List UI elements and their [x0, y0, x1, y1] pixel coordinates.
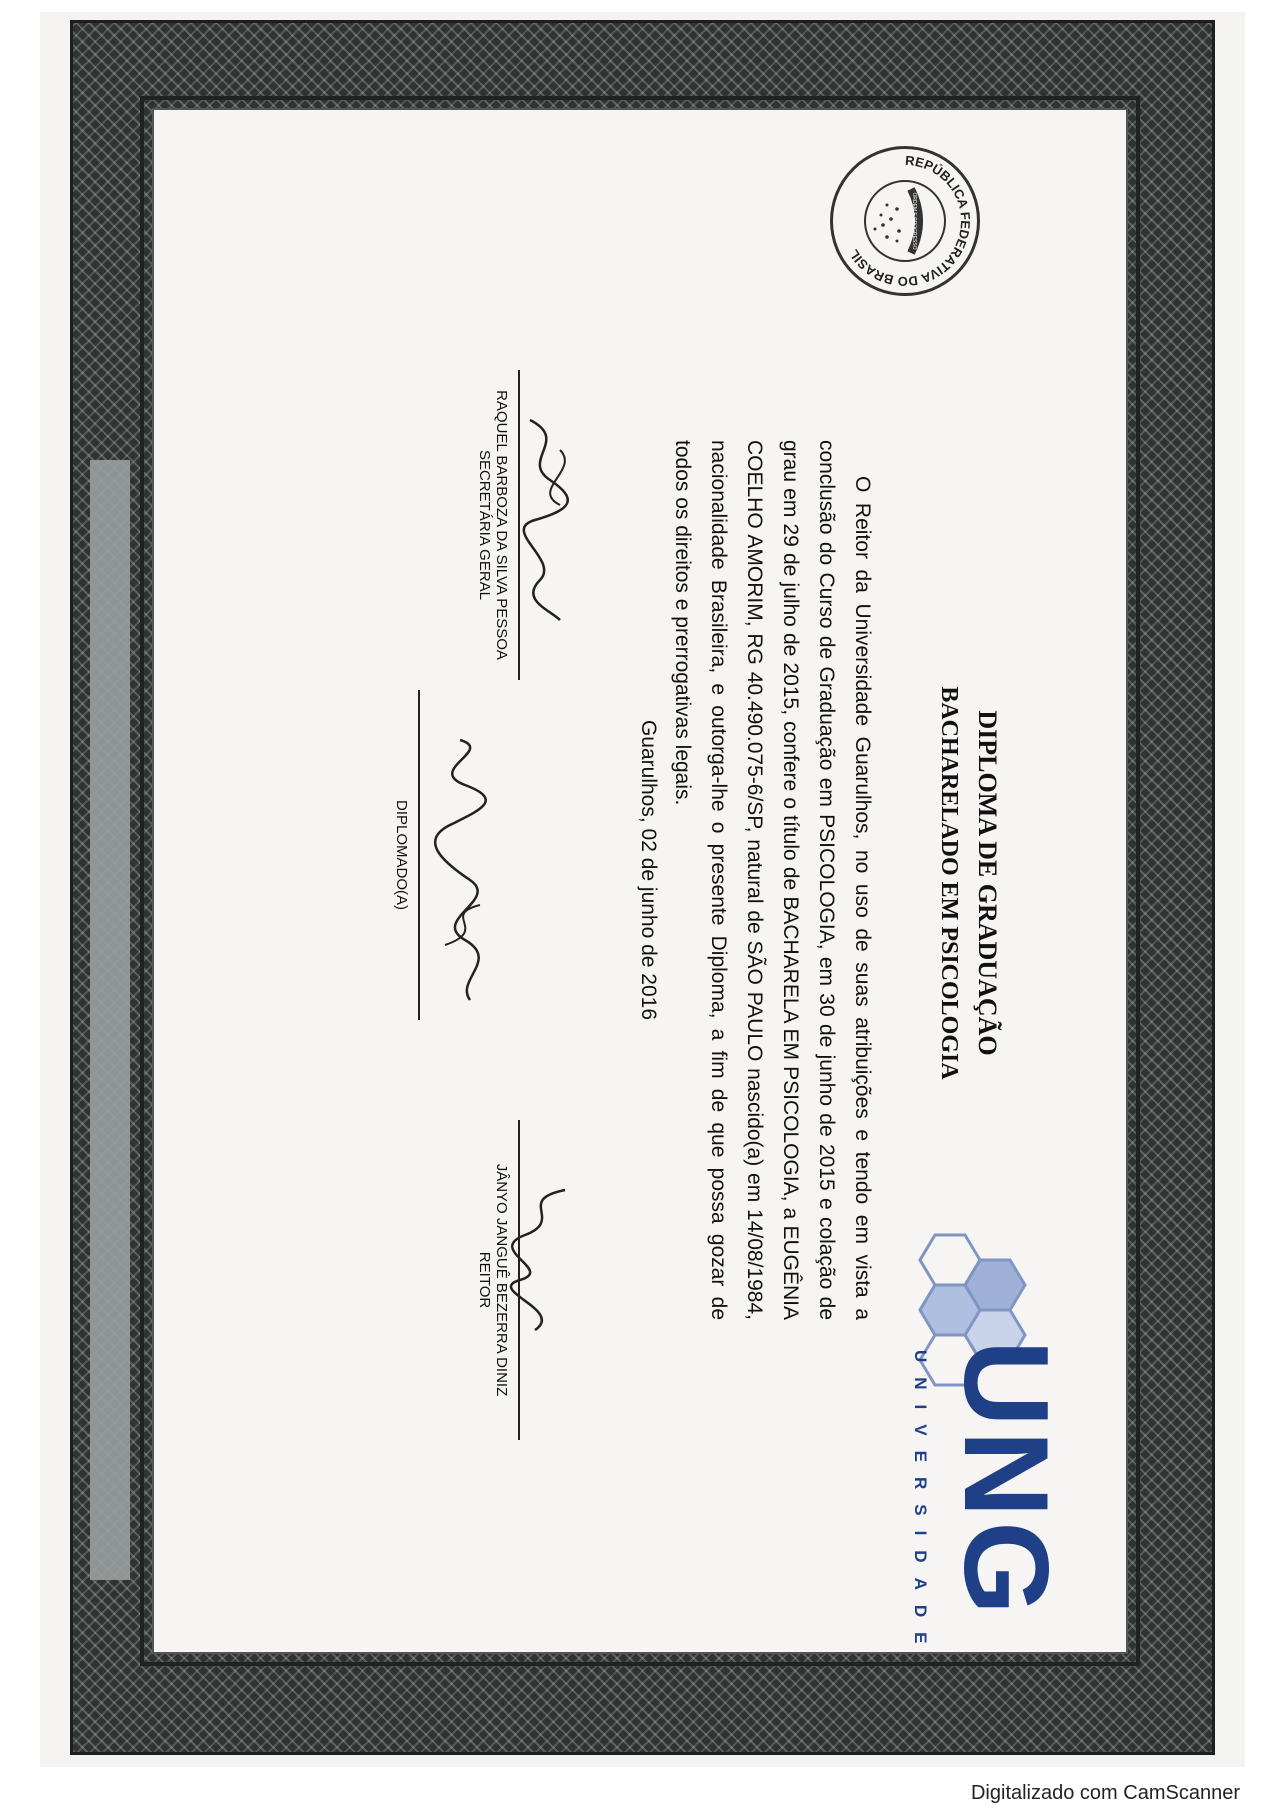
diploma-field	[152, 108, 1128, 1659]
graduate-role: DIPLOMADO(A)	[393, 799, 410, 910]
graduate-block	[393, 690, 420, 1020]
secretary-block	[476, 370, 520, 680]
seal-stars-icon	[874, 204, 901, 243]
rector-name: JÂNYO JANGUÊ BEZERRA DINIZ	[493, 1163, 510, 1397]
graduate-line	[418, 690, 420, 1020]
seal-motto: ORDEM E PROGRESSO	[911, 192, 917, 250]
secretary-role: SECRETÁRIA GERAL	[476, 449, 493, 601]
diploma-title: DIPLOMA DE GRADUAÇÃO	[973, 710, 1002, 1056]
place-date: Guarulhos, 02 de junho de 2016	[637, 719, 660, 1021]
secretary-name: RAQUEL BARBOZA DA SILVA PESSOA	[493, 390, 510, 660]
camscanner-footer: Digitalizado com CamScanner	[970, 1782, 1240, 1804]
graduate-signature-icon	[420, 730, 500, 1010]
ung-logo-word: UNG	[939, 1340, 1073, 1619]
rector-role: REITOR	[476, 1251, 493, 1309]
rector-line	[518, 1120, 520, 1440]
diploma-content	[154, 110, 1130, 1659]
diploma-body: O Reitor da Universidade Guarulhos, no uso de suas atribuições e tendo em vista a conclusão do Curso de Graduação em PSICOLOGIA, em 30 de junho de 2015 e colação de grau em 29 de julho de 2015, confere o título de BACHARELA EM PSICOLOGIA, a EUGÊNIA COELHO AMORIM, RG 40.490.075-6/SP, natural de SÃO PAULO nascido(a) em 14/08/1984, nacionalidade Brasileira, e outorga-lhe o presente Diploma, a fim de que possa gozar de todos os direitos e prerrogativas legais.	[671, 440, 874, 1320]
seal-outer-text: REPÚBLICA FEDERATIVA DO BRASIL	[845, 152, 974, 290]
side-stamp-strip	[90, 460, 130, 1580]
diploma-subtitle: BACHARELADO EM PSICOLOGIA	[936, 686, 962, 1080]
secretary-signature-icon	[510, 410, 590, 630]
rector-block	[476, 1120, 520, 1440]
ung-logo-sub: UNIVERSIDADE	[911, 1350, 930, 1659]
secretary-line	[518, 370, 520, 680]
